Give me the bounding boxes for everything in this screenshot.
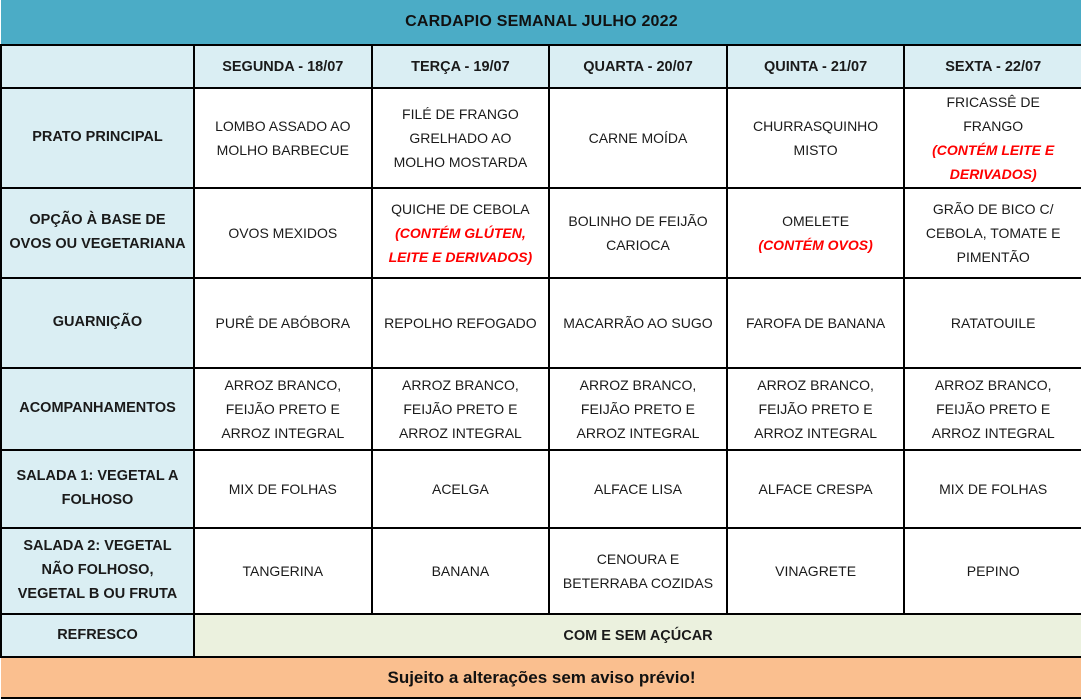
row-label-refresco: REFRESCO — [1, 614, 194, 657]
row-label-prato-principal: PRATO PRINCIPAL — [1, 88, 194, 188]
column-header-quinta: QUINTA - 21/07 — [727, 45, 905, 88]
row-label-salada-1: SALADA 1: VEGETAL A FOLHOSO — [1, 450, 194, 528]
table-row — [1, 88, 1081, 188]
menu-cell: ARROZ BRANCO, FEIJÃO PRETO E ARROZ INTEGRAL — [372, 368, 550, 450]
allergen-note: (CONTÉM GLÚTEN, LEITE E DERIVADOS) — [388, 224, 533, 266]
column-header-segunda: SEGUNDA - 18/07 — [194, 45, 372, 88]
menu-cell: MIX DE FOLHAS — [904, 450, 1081, 528]
table-row — [1, 188, 1081, 278]
menu-cell: ARROZ BRANCO, FEIJÃO PRETO E ARROZ INTEGRAL — [549, 368, 727, 450]
menu-cell: FAROFA DE BANANA — [727, 278, 905, 368]
refresco-value: COM E SEM AÇÚCAR — [194, 614, 1081, 657]
menu-cell: CENOURA E BETERRABA COZIDAS — [549, 528, 727, 614]
corner-cell — [1, 45, 194, 88]
menu-cell: FILÉ DE FRANGO GRELHADO AO MOLHO MOSTARDA — [372, 88, 550, 188]
menu-cell: ARROZ BRANCO, FEIJÃO PRETO E ARROZ INTEGRAL — [727, 368, 905, 450]
row-label-salada-2: SALADA 2: VEGETAL NÃO FOLHOSO, VEGETAL B OU FRUTA — [1, 528, 194, 614]
row-label-opcao-ovos-vegetariana: OPÇÃO À BASE DE OVOS OU VEGETARIANA — [1, 188, 194, 278]
menu-cell: TANGERINA — [194, 528, 372, 614]
menu-cell: OVOS MEXIDOS — [194, 188, 372, 278]
menu-cell: GRÃO DE BICO C/ CEBOLA, TOMATE E PIMENTÃO — [904, 188, 1081, 278]
table-row — [1, 278, 1081, 368]
menu-cell: CHURRASQUINHO MISTO — [727, 88, 905, 188]
menu-cell: BANANA — [372, 528, 550, 614]
page-title: CARDAPIO SEMANAL JULHO 2022 — [1, 0, 1081, 45]
menu-cell: RATATOUILE — [904, 278, 1081, 368]
row-label-acompanhamentos: ACOMPANHAMENTOS — [1, 368, 194, 450]
column-header-quarta: QUARTA - 20/07 — [549, 45, 727, 88]
table-row — [1, 368, 1081, 450]
menu-cell: MACARRÃO AO SUGO — [549, 278, 727, 368]
menu-cell: CARNE MOÍDA — [549, 88, 727, 188]
footer-note: Sujeito a alterações sem aviso prévio! — [1, 657, 1081, 698]
menu-cell: ARROZ BRANCO, FEIJÃO PRETO E ARROZ INTEGRAL — [904, 368, 1081, 450]
menu-cell: OMELETE (CONTÉM OVOS) — [727, 188, 905, 278]
table-row — [1, 528, 1081, 614]
menu-cell: VINAGRETE — [727, 528, 905, 614]
table-row — [1, 614, 1081, 657]
menu-cell: ALFACE LISA — [549, 450, 727, 528]
menu-cell: REPOLHO REFOGADO — [372, 278, 550, 368]
menu-cell: PEPINO — [904, 528, 1081, 614]
allergen-note: (CONTÉM LEITE E DERIVADOS) — [932, 142, 1055, 183]
menu-cell: FRICASSÊ DE FRANGO (CONTÉM LEITE E DERIVADOS) — [904, 88, 1081, 188]
menu-cell: BOLINHO DE FEIJÃO CARIOCA — [549, 188, 727, 278]
menu-cell: MIX DE FOLHAS — [194, 450, 372, 528]
row-label-guarnicao: GUARNIÇÃO — [1, 278, 194, 368]
menu-cell: PURÊ DE ABÓBORA — [194, 278, 372, 368]
menu-cell: QUICHE DE CEBOLA (CONTÉM GLÚTEN, LEITE E DERIVADOS) — [372, 188, 550, 278]
column-header-terca: TERÇA - 19/07 — [372, 45, 550, 88]
menu-cell: ARROZ BRANCO, FEIJÃO PRETO E ARROZ INTEGRAL — [194, 368, 372, 450]
menu-cell: LOMBO ASSADO AO MOLHO BARBECUE — [194, 88, 372, 188]
table-row — [1, 450, 1081, 528]
menu-cell: ALFACE CRESPA — [727, 450, 905, 528]
column-header-sexta: SEXTA - 22/07 — [904, 45, 1081, 88]
menu-cell: ACELGA — [372, 450, 550, 528]
allergen-note: (CONTÉM OVOS) — [758, 237, 873, 253]
